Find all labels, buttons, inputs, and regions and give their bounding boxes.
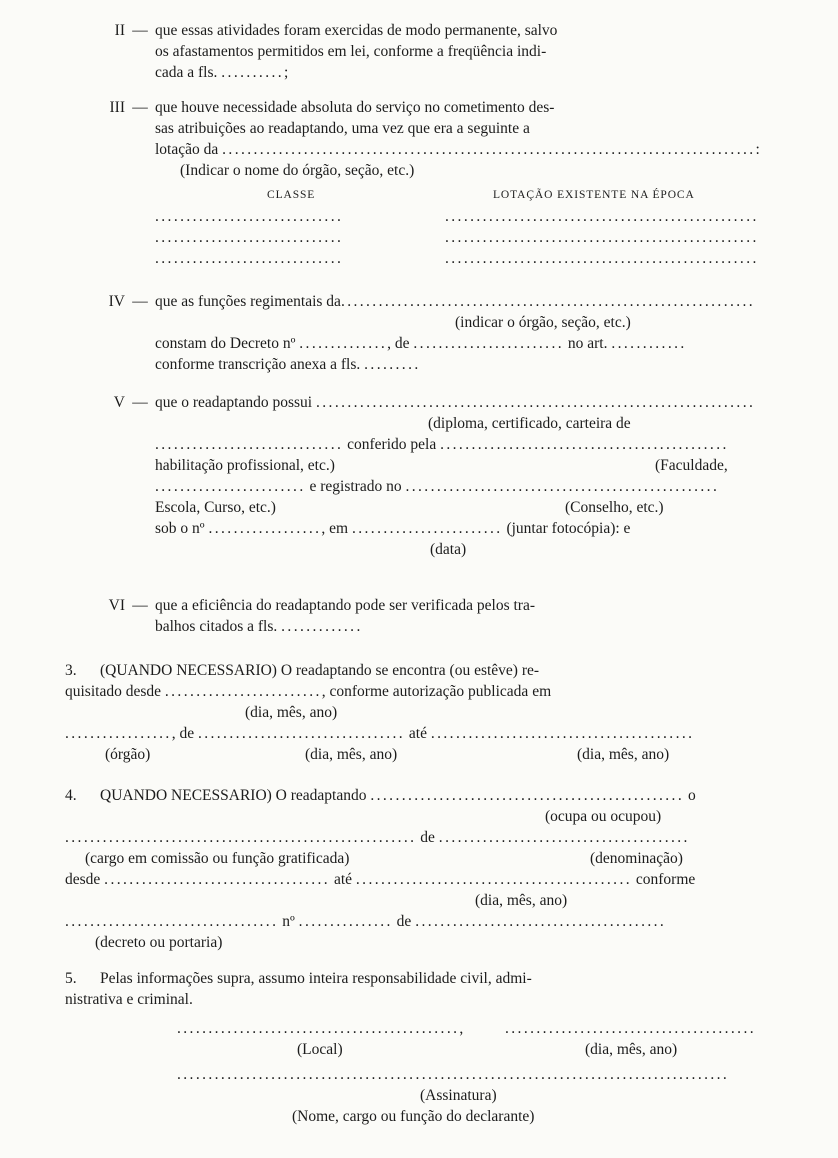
item-V-line: que o readaptando possui ...................................................................... (155, 394, 756, 411)
local-blank-line: ............................................., (177, 1020, 464, 1037)
signature-caption-row (177, 1085, 775, 1106)
item-III-line: lotação da .....................................................................................: (155, 141, 760, 158)
item-3 (65, 660, 775, 765)
diploma-caption: (diploma, certificado, carteira de (428, 415, 631, 432)
item-4-line: desde .................................... até ............................................ conforme (65, 871, 696, 888)
table-row (155, 227, 775, 248)
item-II-dash: — (132, 22, 148, 39)
orgao-caption: (indicar o órgão, seção, etc.) (455, 314, 631, 331)
item-V-dash: — (132, 394, 148, 411)
item-3-text: (QUANDO NECESSARIO) O readaptando se encontra (ou estêve) re- (100, 662, 540, 679)
item-IV-line: constam do Decreto nº .............., de ........................ no art. ............ (155, 335, 687, 352)
item-IV-body (155, 291, 775, 375)
item-IV-line: que as funções regimentais da.................................................................. (155, 293, 756, 310)
orgao-caption: (Indicar o nome do órgão, seção, etc.) (180, 162, 415, 179)
item-4 (65, 785, 775, 953)
item-III-body (155, 97, 775, 269)
item-5 (65, 968, 775, 1010)
item-II-line: que essas atividades foram exercidas de modo permanente, salvo (155, 22, 558, 39)
item-VI-line: que a eficiência do readaptando pode ser verificada pelos tra- (155, 597, 535, 614)
item-V-line: .............................. conferido pela .............................................. (155, 436, 729, 453)
item-V-numeral: V (113, 394, 125, 411)
data-caption-row (155, 539, 775, 560)
item-5-text: Pelas informações supra, assumo inteira responsabilidade civil, admi- (100, 970, 532, 987)
habilitacao-caption-row (155, 455, 775, 476)
date-caption: (dia, mês, ano) (585, 1041, 678, 1058)
local-caption: (Local) (297, 1041, 343, 1058)
date-caption: (dia, mês, ano) (245, 704, 338, 721)
item-II-line: cada a fls. ..........; (155, 64, 289, 81)
declarant-caption: (Nome, cargo ou função do declarante) (292, 1108, 535, 1125)
item-V-line: sob o nº .................., em ........................ (juntar fotocópia): e (155, 520, 631, 537)
item-4-captions-row (65, 848, 775, 869)
signature-block (177, 1018, 775, 1127)
item-IV-numeral: IV (108, 293, 125, 310)
diploma-caption-row (155, 413, 775, 434)
table-header-row (155, 181, 775, 206)
classe-blank-line: .............................. (155, 208, 344, 225)
item-III-dash: — (132, 99, 148, 116)
escola-caption: Escola, Curso, etc.) (155, 499, 276, 516)
item-VI-numeral: VI (108, 597, 125, 614)
lotacao-blank-line: .................................................. (445, 250, 759, 267)
item-5-line (65, 968, 775, 989)
item-II-numeral: II (114, 22, 125, 39)
date-caption: (dia, mês, ano) (577, 746, 670, 763)
lotacao-blank-line: .................................................. (445, 229, 759, 246)
escola-caption-row (155, 497, 775, 518)
item-III-line: sas atribuições ao readaptando, uma vez que era a seguinte a (155, 120, 530, 137)
item-III-numeral: III (109, 99, 125, 116)
item-4-caption-row (65, 932, 775, 953)
item-II-line: os afastamentos permitidos em lei, conforme a freqüência indi- (155, 43, 547, 60)
date-blank-line: ........................................ (505, 1020, 756, 1037)
item-5-line: nistrativa e criminal. (65, 991, 193, 1008)
item-IV (65, 291, 775, 375)
date-caption: (dia, mês, ano) (475, 892, 568, 909)
lotacao-blank-line: .................................................. (445, 208, 759, 225)
cargo-caption: (cargo em comissão ou função gratificada) (85, 850, 350, 867)
local-date-blank-row (177, 1018, 775, 1039)
classe-blank-line: .............................. (155, 250, 344, 267)
item-II-body (155, 20, 775, 83)
classe-blank-line: .............................. (155, 229, 344, 246)
item-VI-dash: — (132, 597, 148, 614)
item-4-line (65, 785, 775, 806)
orgao-caption: (órgão) (105, 746, 151, 763)
item-4-text: QUANDO NECESSARIO) O readaptando .................................................. o (100, 787, 696, 804)
orgao-caption-row (155, 160, 775, 181)
item-4-number: 4. (65, 787, 77, 804)
faculdade-caption: (Faculdade, (655, 457, 728, 474)
item-VI-body (155, 595, 775, 637)
item-VI-line: balhos citados a fls. ............. (155, 618, 363, 635)
item-3-line (65, 660, 775, 681)
item-4-caption-row (65, 806, 775, 827)
ocupa-caption: (ocupa ou ocupou) (545, 808, 662, 825)
item-4-line: .................................. nº ............... de ........................................ (65, 913, 667, 930)
date-caption: (dia, mês, ano) (305, 746, 398, 763)
item-VI (65, 595, 775, 637)
signature-blank-row (177, 1064, 775, 1085)
item-4-line: ........................................................ de ........................................ (65, 829, 690, 846)
local-date-caption-row (177, 1039, 775, 1060)
signature-caption: (Assinatura) (420, 1087, 497, 1104)
denominacao-caption: (denominação) (590, 850, 683, 867)
item-V (65, 392, 775, 560)
item-3-captions-row (65, 744, 775, 765)
item-V-body (155, 392, 775, 560)
data-caption: (data) (430, 541, 467, 558)
lotacao-column-header: LOTAÇÃO EXISTENTE NA ÉPOCA (493, 189, 695, 201)
item-3-line: quisitado desde ........................., conforme autorização publicada em (65, 683, 552, 700)
item-III (65, 97, 775, 269)
habilitacao-caption: habilitação profissional, etc.) (155, 457, 335, 474)
signature-blank-line: ........................................................................................ (177, 1066, 730, 1083)
item-3-line: ................., de ................................. até .......................................... (65, 725, 695, 742)
orgao-caption-row (155, 312, 775, 333)
table-row (155, 248, 775, 269)
item-5-number: 5. (65, 970, 77, 987)
item-V-line: ........................ e registrado no .................................................. (155, 478, 720, 495)
item-II (65, 20, 775, 83)
item-IV-line: conforme transcrição anexa a fls. ......... (155, 356, 421, 373)
item-III-line: que houve necessidade absoluta do serviço no cometimento des- (155, 99, 555, 116)
item-IV-dash: — (132, 293, 148, 310)
declarant-caption-row (177, 1106, 775, 1127)
item-3-number: 3. (65, 662, 77, 679)
conselho-caption: (Conselho, etc.) (565, 499, 664, 516)
classe-column-header: CLASSE (267, 189, 316, 201)
decreto-caption: (decreto ou portaria) (95, 934, 223, 951)
item-3-caption-row (65, 702, 775, 723)
item-4-caption-row (65, 890, 775, 911)
table-row (155, 206, 775, 227)
